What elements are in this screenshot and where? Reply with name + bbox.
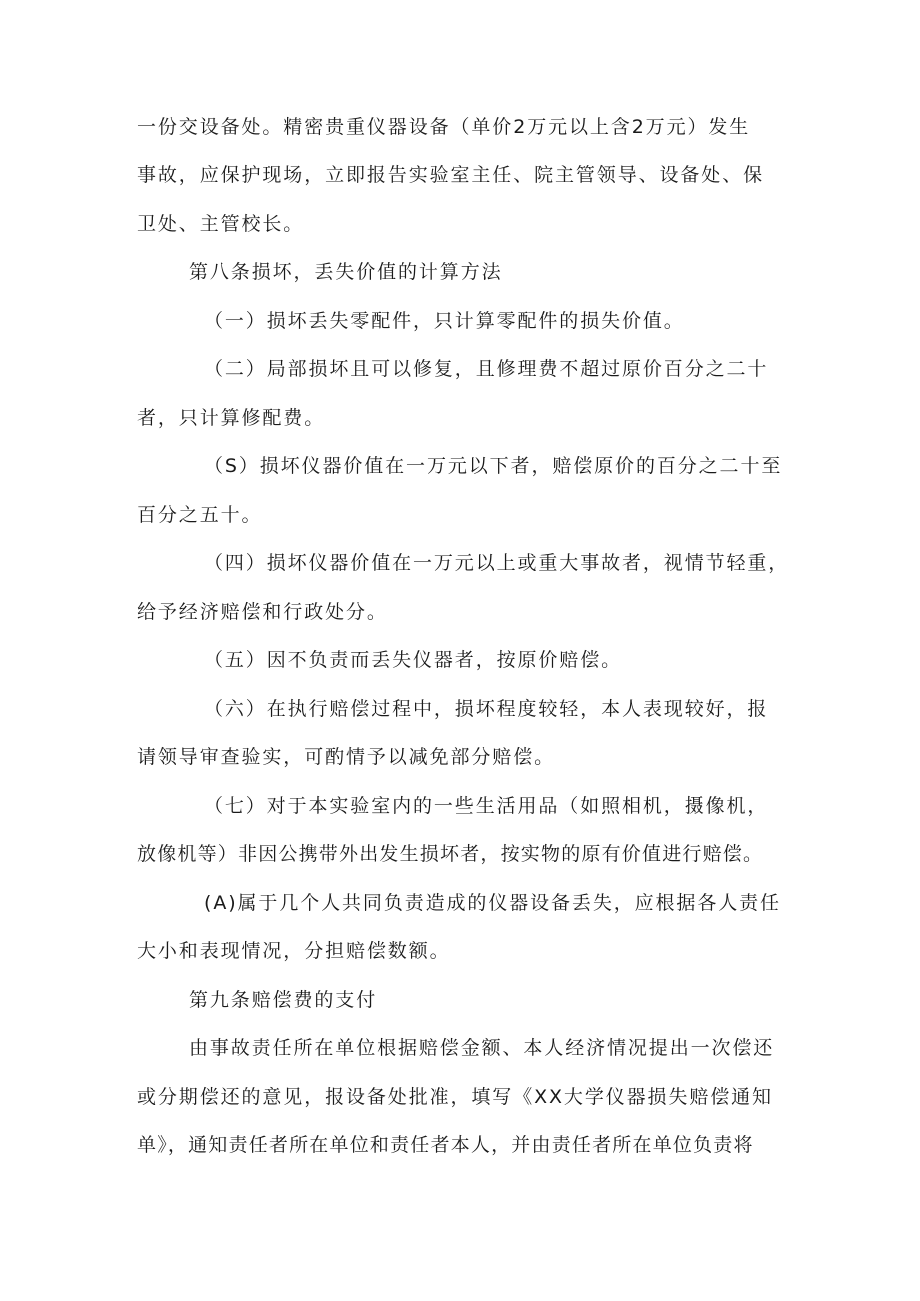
paragraph-line: 单》，通知责任者所在单位和责任者本人，并由责任者所在单位负责将 — [137, 1134, 754, 1156]
paragraph-line: 由事故责任所在单位根据赔偿金额、本人经济情况提出一次偿还 — [189, 1037, 775, 1059]
paragraph-line: 请领导审查验实，可酌情予以减免部分赔偿。 — [137, 746, 556, 768]
paragraph-line: 给予经济赔偿和行政处分。 — [137, 601, 388, 623]
paragraph-line: 事故，应保护现场，立即报告实验室主任、院主管领导、设备处、保 — [137, 164, 765, 186]
paragraph-line: （二）局部损坏且可以修复，且修理费不超过原价百分之二十 — [204, 358, 769, 380]
paragraph-line: 卫处、主管校长。 — [137, 213, 305, 235]
paragraph-line: （五）因不负责而丢失仪器者，按原价赔偿。 — [204, 649, 623, 671]
paragraph-line: （六）在执行赔偿过程中，损坏程度较轻，本人表现较好，报 — [204, 698, 769, 720]
paragraph-line: （四）损坏仪器价值在一万元以上或重大事故者，视情节轻重， — [204, 552, 790, 574]
paragraph-line: 百分之五十。 — [137, 504, 263, 526]
paragraph-line: (A)属于几个人共同负责造成的仪器设备丢失，应根据各人责任 — [204, 892, 781, 914]
paragraph-line: （七）对于本实验室内的一些生活用品（如照相机，摄像机， — [204, 795, 769, 817]
paragraph-line: 大小和表现情况，分担赔偿数额。 — [137, 940, 451, 962]
paragraph-line: 一份交设备处。精密贵重仪器设备（单价2万元以上含2万元）发生 — [137, 116, 751, 138]
paragraph-line: 放像机等）非因公携带外出发生损坏者，按实物的原有价值进行赔偿。 — [137, 843, 764, 865]
paragraph-line: （一）损坏丢失零配件，只计算零配件的损失价值。 — [204, 310, 685, 332]
article-heading: 第九条赔偿费的支付 — [189, 989, 378, 1011]
paragraph-line: 或分期偿还的意见，报设备处批准，填写《XX大学仪器损失赔偿通知 — [137, 1086, 773, 1108]
paragraph-line: （S）损坏仪器价值在一万元以下者，赔偿原价的百分之二十至 — [204, 455, 783, 477]
paragraph-line: 者，只计算修配费。 — [137, 407, 326, 429]
article-heading: 第八条损坏，丢失价值的计算方法 — [189, 261, 503, 283]
